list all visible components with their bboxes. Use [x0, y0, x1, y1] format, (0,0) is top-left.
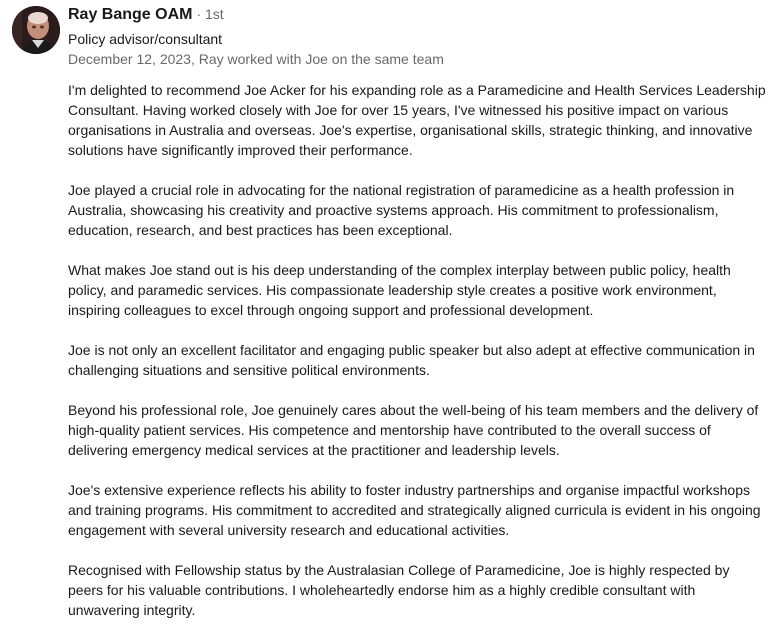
recommendation-meta: December 12, 2023, Ray worked with Joe on the same team: [68, 51, 444, 67]
recommendation-paragraph: Joe played a crucial role in advocating for the national registration of paramedicine as a health profession in Australia, showcasing his creativity and proactive systems approach. His commitment to professionalism, education, research, and best practices has been exceptional.: [68, 182, 735, 238]
name-row: [68, 6, 769, 28]
recommendation-paragraph: Beyond his professional role, Joe genuinely cares about the well-being of his team members and the delivery of high-quality patient services. His competence and mentorship have contributed to the overall success of delivering emergency medical services at the practitioner and leadership levels.: [68, 402, 759, 458]
connection-degree: · 1st: [196, 6, 224, 22]
profile-photo-icon: [12, 6, 60, 54]
recommender-name-link[interactable]: Ray Bange OAM: [68, 6, 193, 23]
recommendation-paragraph: Joe's extensive experience reflects his ability to foster industry partnerships and organise impactful workshops and training programs. His commitment to accredited and strategically aligned curricula is evident in his ongoing engagement with several university research and educational activities.: [68, 482, 761, 538]
recommendation-paragraph: Joe is not only an excellent facilitator and engaging public speaker but also adept at effective communication in challenging situations and sensitive political environments.: [68, 342, 755, 378]
recommendation-paragraph: What makes Joe stand out is his deep understanding of the complex interplay between public policy, health policy, and paramedic services. His compassionate leadership style creates a positive work environment, inspiring colleagues to excel through ongoing support and professional development.: [68, 262, 731, 318]
recommendation-paragraph: I'm delighted to recommend Joe Acker for his expanding role as a Paramedicine and Health Services Leadership Consultant. Having worked closely with Joe for over 15 years, I've witnessed his positive impact on various organisations in Australia and overseas. Joe's expertise, organisational skills, strategic thinking, and innovative solutions have significantly improved their performance.: [68, 82, 766, 158]
avatar[interactable]: [12, 6, 60, 54]
recommender-header: [68, 6, 769, 69]
recommender-headline: Policy advisor/consultant: [68, 31, 223, 47]
recommendation-text: [68, 80, 768, 631]
recommendation-paragraph: Recognised with Fellowship status by the Australasian College of Paramedicine, Joe is highly respected by peers for his valuable contributions. I wholeheartedly endorse him as a highly credible consultant with unwavering integrity.: [68, 562, 730, 618]
